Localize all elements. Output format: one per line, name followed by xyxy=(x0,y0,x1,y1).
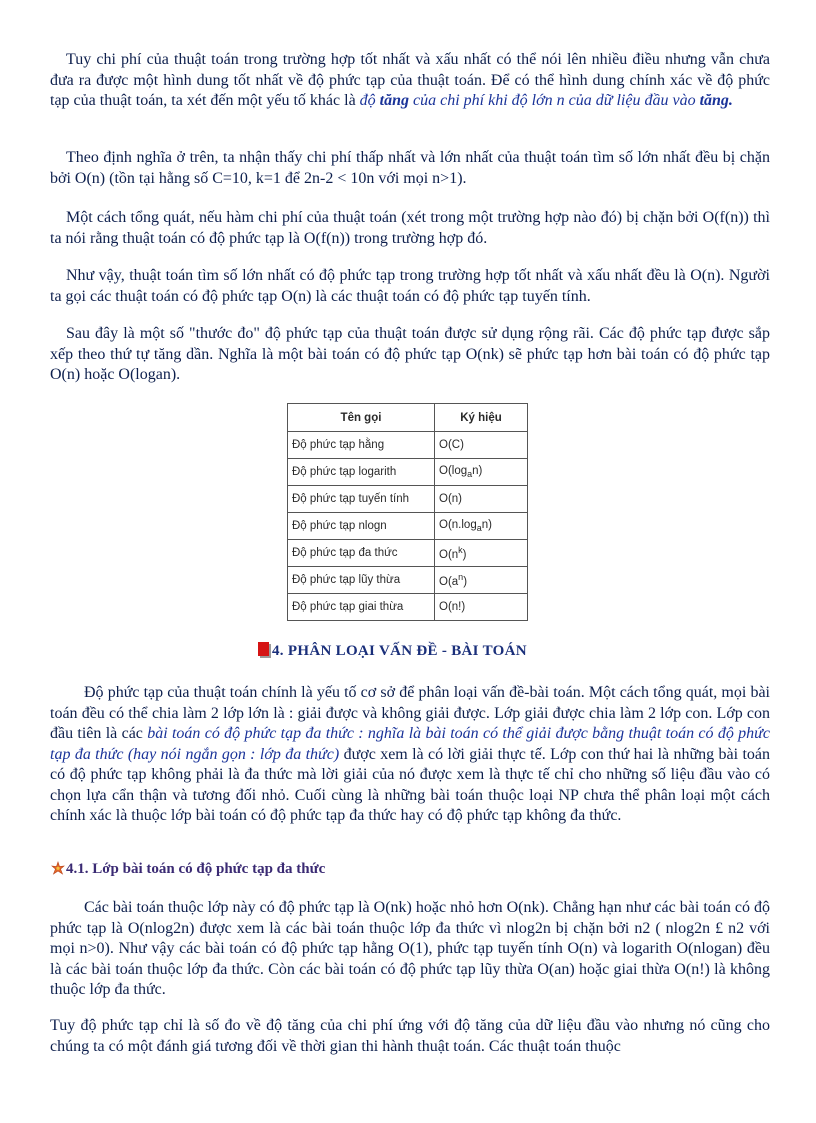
cell-symbol: $O(n^k)$ xyxy=(435,540,528,567)
table-row xyxy=(288,486,528,513)
cell-name: Độ phức tạp hằng xyxy=(288,432,435,459)
table-row xyxy=(288,540,528,567)
paragraph-evaluation: Tuy độ phức tạp chỉ là số đo về độ tăng của chi phí ứng với độ tăng của dữ liệu đầu vào nhưng nó cũng cho chúng ta có một đánh giá tương đối về thời gian thi hành thuật toán. Các thuật toán thuộc xyxy=(50,1017,770,1055)
cell-name: Độ phức tạp logarith xyxy=(288,459,435,486)
section-4-1-heading xyxy=(50,861,325,878)
cell-symbol: $O(\log_an)$ xyxy=(435,459,528,486)
cell-name: Độ phức tạp đa thức xyxy=(288,540,435,567)
paragraph-definition: Theo định nghĩa ở trên, ta nhận thấy chi phí thấp nhất và lớn nhất của thuật toán tìm số lớn nhất đều bị chặn bởi O(n) (tồn tại hằng số C=10, k=1 để 2n-2 < 10n với mọi n>1). xyxy=(50,149,770,187)
header-name: Tên gọi xyxy=(288,404,435,432)
table-row xyxy=(288,513,528,540)
paragraph-complexity-growth xyxy=(50,50,770,112)
section-4-1-title: 4.1. Lớp bài toán có độ phức tạp đa thức xyxy=(66,861,326,877)
cell-name: Độ phức tạp giai thừa xyxy=(288,594,435,621)
paragraph-polynomial-class: Các bài toán thuộc lớp này có độ phức tạp là O(nk) hoặc nhỏ hơn O(nk). Chẳng hạn như các bài toán có độ phức tạp là O(nlog2n) được xem là các bài toán thuộc lớp đa thức vì nlog2n bị chặn bởi n2 ( nlog2n £ n2 với mọi n>0). Như vậy các bài toán có độ phức tạp hằng O(1), phức tạp tuyến tính O(n) và logarith O(nlogan) đều là các bài toán thuộc lớp đa thức. Còn các bài toán có độ phức tạp lũy thừa O(an) hoặc giai thừa O(n!) là không thuộc lớp đa thức. xyxy=(50,899,770,998)
table-row xyxy=(288,594,528,621)
cell-name: Độ phức tạp nlogn xyxy=(288,513,435,540)
paragraph-measures: Sau đây là một số "thước đo" độ phức tạp của thuật toán được sử dụng rộng rãi. Các độ phức tạp được sắp xếp theo thứ tự tăng dần. Nghĩa là một bài toán có độ phức tạp O(nk) sẽ phức tạp hơn bài toán có độ phức tạp O(n) hoặc O(logan). xyxy=(50,325,770,383)
table-row xyxy=(288,459,528,486)
table-row xyxy=(288,567,528,594)
cell-symbol: O(C) xyxy=(435,432,528,459)
cell-symbol: $O(n.\log_an)$ xyxy=(435,513,528,540)
cell-symbol: $O(a^n)$ xyxy=(435,567,528,594)
paragraph-classification: Độ phức tạp của thuật toán chính là yếu tố cơ sở để phân loại vấn đề-bài toán. Một cách tổng quát, mọi bài toán đều có thể chia làm 2 lớp lớn là : giải được và không giải được. Lớp giải được chia làm 2 lớp con. Lớp con đầu tiên là các bài toán có độ phức tạp đa thức : nghĩa là bài toán có thể giải được bằng thuật toán có độ phức tạp đa thức (hay nói ngắn gọn : lớp đa thức) được xem là có lời giải thực tế. Lớp con thứ hai là những bài toán có độ phức tạp không phải là đa thức mà lời giải của nó được xem là thực tế chỉ cho những số liệu đầu vào có chọn lựa cẩn thận và tương đối nhỏ. Cuối cùng là những bài toán thuộc loại NP chưa thể phân loại một cách chính xác là thuộc lớp bài toán có độ phức tạp đa thức hay có độ phức tạp không đa thức. xyxy=(50,684,770,824)
table-row xyxy=(288,432,528,459)
cell-name: Độ phức tạp lũy thừa xyxy=(288,567,435,594)
paragraph-linear: Như vậy, thuật toán tìm số lớn nhất có độ phức tạp trong trường hợp tốt nhất và xấu nhất đều là O(n). Người ta gọi các thuật toán có độ phức tạp O(n) là các thuật toán có độ phức tạp tuyến tính. xyxy=(50,267,770,305)
section-4-title: 4. PHÂN LOẠI VẤN ĐỀ - BÀI TOÁN xyxy=(272,643,527,659)
red-bookmark-icon xyxy=(258,642,269,656)
cell-name: Độ phức tạp tuyến tính xyxy=(288,486,435,513)
header-symbol: Ký hiệu xyxy=(435,404,528,432)
text-run: Tuy chi phí của thuật toán trong trường hợp tốt nhất và xấu nhất có thể nói lên nhiều điều nhưng vẫn chưa đưa ra được một hình dung tốt nhất về độ phức tạp của thuật toán. Để có thể hình dung chính xác về độ phức tạp của thuật toán, ta xét đến một yếu tố khác là xyxy=(50,51,770,109)
paragraph-general: Một cách tổng quát, nếu hàm chi phí của thuật toán (xét trong một trường hợp nào đó) bị chặn bởi O(f(n)) thì ta nói rằng thuật toán có độ phức tạp là O(f(n)) trong trường hợp đó. xyxy=(50,209,770,247)
flower-bullet-icon xyxy=(50,861,66,875)
table-header-row xyxy=(288,404,528,432)
emphasis-text: bài toán có độ phức tạp đa thức : nghĩa là bài toán có thể giải được bằng thuật toán có độ phức tạp đa thức (hay nói ngắn gọn : lớp đa thức) xyxy=(50,725,770,763)
section-4-heading xyxy=(258,642,527,660)
cell-symbol: O(n!) xyxy=(435,594,528,621)
complexity-table xyxy=(287,403,528,621)
emphasis-text: độ tăng của chi phí khi độ lớn n của dữ liệu đầu vào tăng. xyxy=(359,92,733,109)
cell-symbol: O(n) xyxy=(435,486,528,513)
